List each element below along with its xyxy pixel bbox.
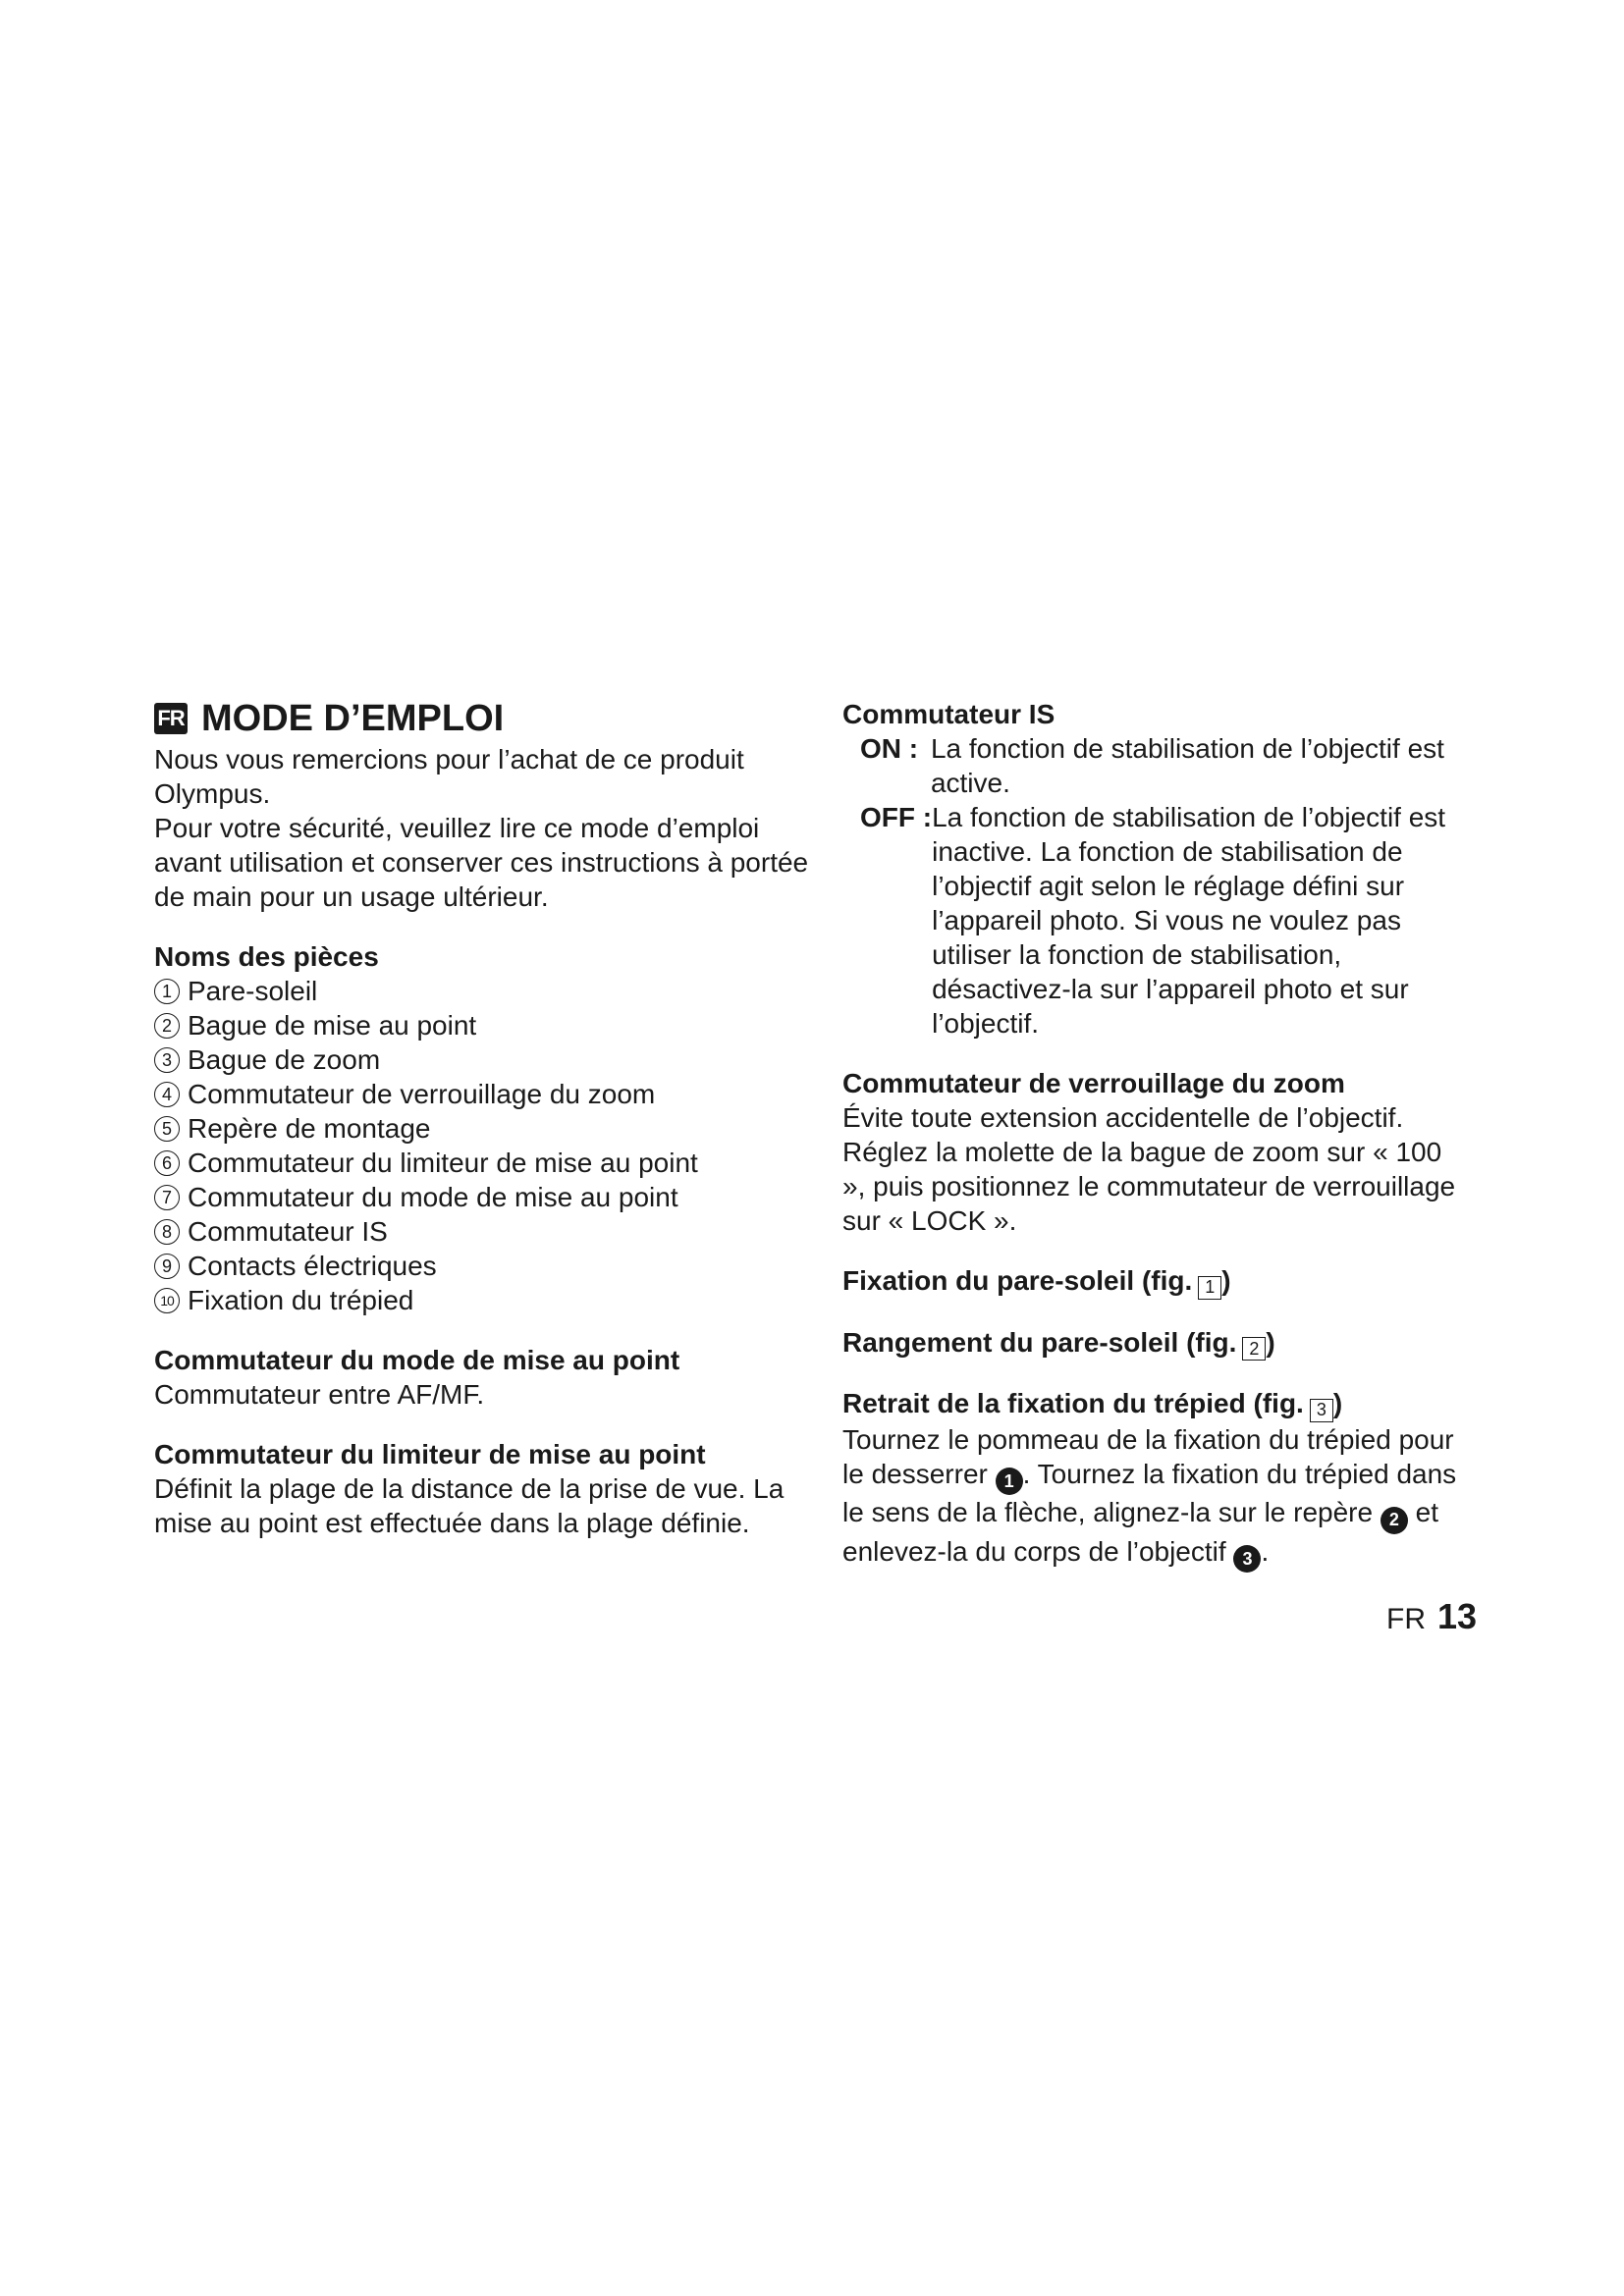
hood-store-heading	[842, 1325, 1471, 1362]
hood-attach-section	[842, 1263, 1471, 1300]
tripod-text-part-1: Tournez le pommeau de la fixation du trépied pour le desserrer	[842, 1423, 1454, 1489]
hood-store-close: )	[1266, 1326, 1275, 1358]
part-label: Commutateur du limiteur de mise au point	[188, 1148, 698, 1178]
is-off-definition	[842, 800, 1471, 1041]
part-label: Commutateur IS	[188, 1216, 388, 1247]
focus-limiter-heading: Commutateur du limiteur de mise au point	[154, 1439, 706, 1469]
is-switch-section	[842, 697, 1471, 1041]
number-circle-icon: 3	[154, 1047, 180, 1073]
step-1-icon: 1	[996, 1468, 1023, 1495]
part-label: Repère de montage	[188, 1113, 431, 1144]
number-circle-icon: 9	[154, 1254, 180, 1279]
list-item	[154, 1111, 822, 1146]
page-footer	[1386, 1596, 1477, 1637]
title-text: MODE D’EMPLOI	[201, 698, 505, 739]
number-circle-icon: 10	[154, 1288, 180, 1313]
zoom-lock-section	[842, 1066, 1471, 1238]
list-item	[154, 1214, 822, 1249]
parts-list	[154, 974, 822, 1317]
list-item	[154, 1042, 822, 1077]
number-circle-icon: 6	[154, 1150, 180, 1176]
number-circle-icon: 2	[154, 1013, 180, 1039]
tripod-remove-heading	[842, 1386, 1471, 1422]
hood-store-section	[842, 1325, 1471, 1362]
figure-number-icon: 1	[1198, 1276, 1221, 1300]
part-label: Pare-soleil	[188, 976, 318, 1006]
focus-mode-heading: Commutateur du mode de mise au point	[154, 1345, 680, 1375]
step-2-icon: 2	[1380, 1507, 1408, 1534]
tripod-text-part-4: .	[1261, 1535, 1270, 1567]
intro-paragraph-1: Nous vous remercions pour l’achat de ce produit Olympus.	[154, 744, 744, 809]
tripod-text-part-3: et enlevez-la du corps de l’objectif	[842, 1497, 1439, 1567]
on-description: La fonction de stabilisation de l’objectif est active.	[930, 733, 1444, 798]
language-badge: FR	[154, 703, 188, 734]
focus-limiter-text: Définit la plage de la distance de la prise de vue. La mise au point est effectuée dans la plage définie.	[154, 1473, 785, 1538]
zoom-lock-heading: Commutateur de verrouillage du zoom	[842, 1068, 1345, 1098]
hood-store-heading-text: Rangement du pare-soleil (fig.	[842, 1326, 1237, 1358]
focus-limiter-section	[154, 1437, 822, 1540]
off-term: OFF :	[860, 802, 933, 832]
hood-attach-heading-text: Fixation du pare-soleil (fig.	[842, 1265, 1193, 1296]
list-item	[154, 1146, 822, 1180]
part-label: Bague de mise au point	[188, 1010, 477, 1041]
intro-paragraph-2: Pour votre sécurité, veuillez lire ce mode d’emploi avant utilisation et conserver ces instructions à portée de main pour un usage ultérieur.	[154, 813, 809, 912]
off-description: La fonction de stabilisation de l’objectif est inactive. La fonction de stabilisation de l’objectif agit selon le réglage défini sur l’appareil photo. Si vous ne voulez pas utiliser la fonction de stabilisation, désactivez-la sur l’appareil photo et sur l’objectif.	[932, 802, 1446, 1039]
parts-heading: Noms des pièces	[154, 941, 379, 972]
is-switch-heading: Commutateur IS	[842, 699, 1056, 729]
tripod-remove-text	[842, 1422, 1471, 1574]
is-on-definition	[842, 731, 1471, 800]
list-item	[154, 974, 822, 1008]
number-circle-icon: 5	[154, 1116, 180, 1142]
right-column	[842, 697, 1471, 1573]
page-title	[154, 697, 822, 740]
hood-attach-heading	[842, 1263, 1471, 1300]
part-label: Commutateur de verrouillage du zoom	[188, 1079, 656, 1109]
part-label: Contacts électriques	[188, 1251, 437, 1281]
on-term: ON :	[860, 733, 919, 764]
focus-mode-text: Commutateur entre AF/MF.	[154, 1379, 485, 1410]
list-item	[154, 1249, 822, 1283]
tripod-remove-close: )	[1332, 1388, 1343, 1418]
number-circle-icon: 8	[154, 1219, 180, 1245]
hood-attach-close: )	[1221, 1265, 1231, 1296]
tripod-remove-heading-text: Retrait de la fixation du trépied (fig.	[842, 1388, 1304, 1418]
parts-section	[154, 939, 822, 1317]
list-item	[154, 1180, 822, 1214]
list-item	[154, 1008, 822, 1042]
tripod-remove-section	[842, 1386, 1471, 1573]
number-circle-icon: 7	[154, 1185, 180, 1210]
list-item	[154, 1077, 822, 1111]
tripod-text-part-2: . Tournez la fixation du trépied dans le sens de la flèche, alignez-la sur le repère	[842, 1458, 1457, 1527]
page-number: 13	[1437, 1596, 1478, 1636]
number-circle-icon: 4	[154, 1082, 180, 1107]
left-column	[154, 697, 822, 1540]
part-label: Bague de zoom	[188, 1044, 381, 1075]
number-circle-icon: 1	[154, 979, 180, 1004]
step-3-icon: 3	[1233, 1545, 1261, 1573]
figure-number-icon: 2	[1242, 1337, 1266, 1361]
zoom-lock-text: Évite toute extension accidentelle de l’objectif. Réglez la molette de la bague de zoom sur « 100 », puis positionnez le commutateur de verrouillage sur « LOCK ».	[842, 1102, 1456, 1236]
focus-mode-section	[154, 1343, 822, 1412]
figure-number-icon: 3	[1310, 1399, 1333, 1422]
footer-language: FR	[1386, 1603, 1426, 1635]
part-label: Commutateur du mode de mise au point	[188, 1182, 678, 1212]
part-label: Fixation du trépied	[188, 1285, 414, 1315]
list-item	[154, 1283, 822, 1317]
